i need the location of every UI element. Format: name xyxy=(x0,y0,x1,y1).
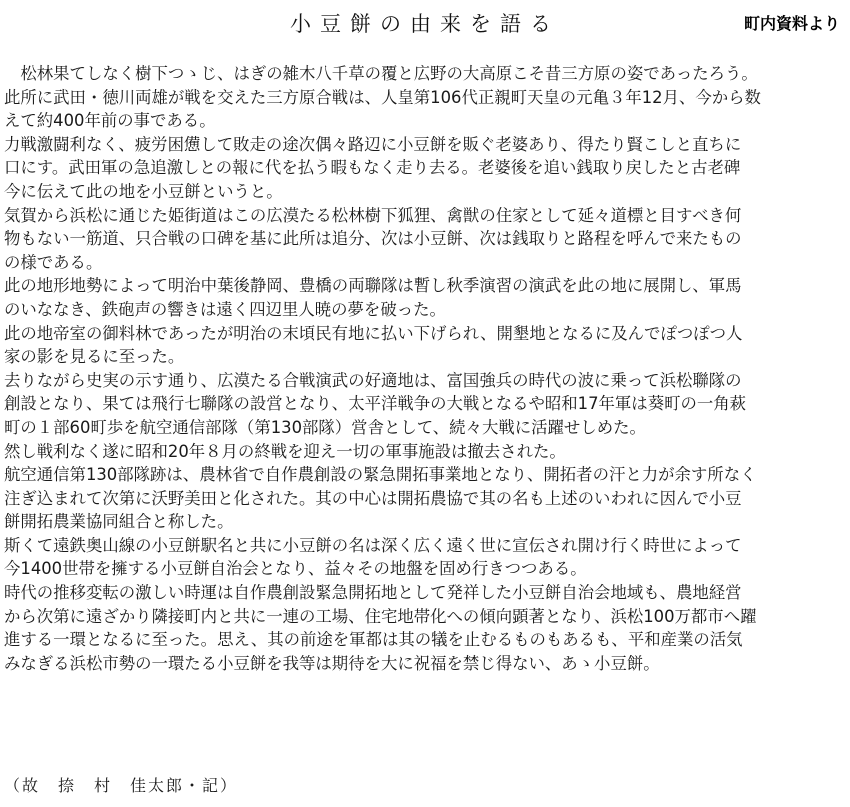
text-line: 餅開拓農業協同組合と称した。 xyxy=(4,512,234,532)
paragraph xyxy=(4,62,846,133)
text-line: 創設となり、果ては飛行七聯隊の設営となり、太平洋戦争の大戦となるや昭和17年軍は葵町の一角萩 xyxy=(4,394,747,414)
text-line: 此所に武田・徳川両雄が戦を交えた三方原合戦は、人皇第106代正親町天皇の元亀３年12月、今から数 xyxy=(4,87,761,107)
source-note: 町内資料より xyxy=(743,14,840,33)
paragraph xyxy=(4,322,846,369)
text-line: 松林果てしなく樹下つゝじ、はぎの雑木八千草の覆と広野の大高原こそ昔三方原の姿であったろう。 xyxy=(4,64,758,83)
text-line: 物もない一筋道、只合戦の口碑を基に此所は追分、次は小豆餅、次は銭取りと路程を呼んで来たもの xyxy=(4,229,742,249)
text-line: のいななき、鉄砲声の響きは遠く四辺里人暁の夢を破った。 xyxy=(4,299,446,319)
text-line: 口にす。武田軍の急追激しとの報に代を払う暇もなく走り去る。老婆後を追い銭取り戻したと古老碑 xyxy=(4,158,741,178)
page-title: 小豆餅の由来を語る xyxy=(290,12,560,36)
paragraph xyxy=(4,440,846,464)
document-body xyxy=(4,62,846,675)
text-line: 気賀から浜松に通じた姫街道はこの広漠たる松林樹下狐狸、禽獣の住家として延々道標と目すべき何 xyxy=(4,205,742,225)
paragraph xyxy=(4,369,846,440)
text-line: 此の地形地勢によって明治中葉後静岡、豊橋の両聯隊は暫し秋季演習の演武を此の地に展開し、軍馬 xyxy=(4,276,742,296)
paragraph xyxy=(4,204,846,275)
text-line: 今に伝えて此の地を小豆餅というと。 xyxy=(4,181,283,201)
text-line: から次第に遠ざかり隣接町内と共に一連の工場、住宅地帯化への傾向顕著となり、浜松100万都市へ躍 xyxy=(4,606,757,626)
text-line: 航空通信第130部隊跡は、農林省で自作農創設の緊急開拓事業地となり、開拓者の汗と力が余す所なく xyxy=(4,465,757,485)
text-line: 力戦激闘利なく、疲労困憊して敗走の途次偶々路辺に小豆餅を販ぐ老婆あり、得たり賢こしと直ちに xyxy=(4,134,742,154)
text-line: 時代の推移変転の激しい時運は自作農創設緊急開拓地として発祥した小豆餅自治会地域も、農地経営 xyxy=(4,583,742,603)
text-line: 進する一環となるに至った。思え、其の前途を軍都は其の犠を止むるものもあるも、平和産業の活気 xyxy=(4,630,743,650)
text-line: 注ぎ込まれて次第に沃野美田と化された。其の中心は開拓農協で其の名も上述のいわれに因んで小豆 xyxy=(4,488,742,508)
paragraph xyxy=(4,133,846,204)
text-line: 斯くて遠鉄奥山線の小豆餅駅名と共に小豆餅の名は深く広く遠く世に宣伝され開け行く時世によって xyxy=(4,535,742,555)
text-line: 家の影を見るに至った。 xyxy=(4,347,185,367)
paragraph xyxy=(4,463,846,534)
paragraph xyxy=(4,274,846,321)
text-line: 今1400世帯を擁する小豆餅自治会となり、益々その地盤を固め行きつつある。 xyxy=(4,559,587,579)
text-line: の様である。 xyxy=(4,252,103,272)
text-line: 然し戦利なく遂に昭和20年８月の終戦を迎え一切の軍事施設は撤去された。 xyxy=(4,441,566,461)
text-line: えて約400年前の事である。 xyxy=(4,111,216,131)
text-line: 去りながら史実の示す通り、広漠たる合戦演武の好適地は、富国強兵の時代の波に乗って浜松聯隊の xyxy=(4,370,742,390)
paragraph xyxy=(4,534,846,581)
text-line: 町の１部60町歩を航空通信部隊（第130部隊）営舎として、続々大戦に活躍せしめた。 xyxy=(4,417,646,437)
text-line: みなぎる浜松市勢の一環たる小豆餅を我等は期待を大に祝福を禁じ得ない、あゝ小豆餅。 xyxy=(4,653,660,673)
paragraph xyxy=(4,581,846,675)
text-line: 此の地帝室の御料林であったが明治の末頃民有地に払い下げられ、開墾地となるに及んでぽつぽつ人 xyxy=(4,323,743,343)
author-signature: （故 捺 村 佳太郎・記） xyxy=(4,776,239,795)
